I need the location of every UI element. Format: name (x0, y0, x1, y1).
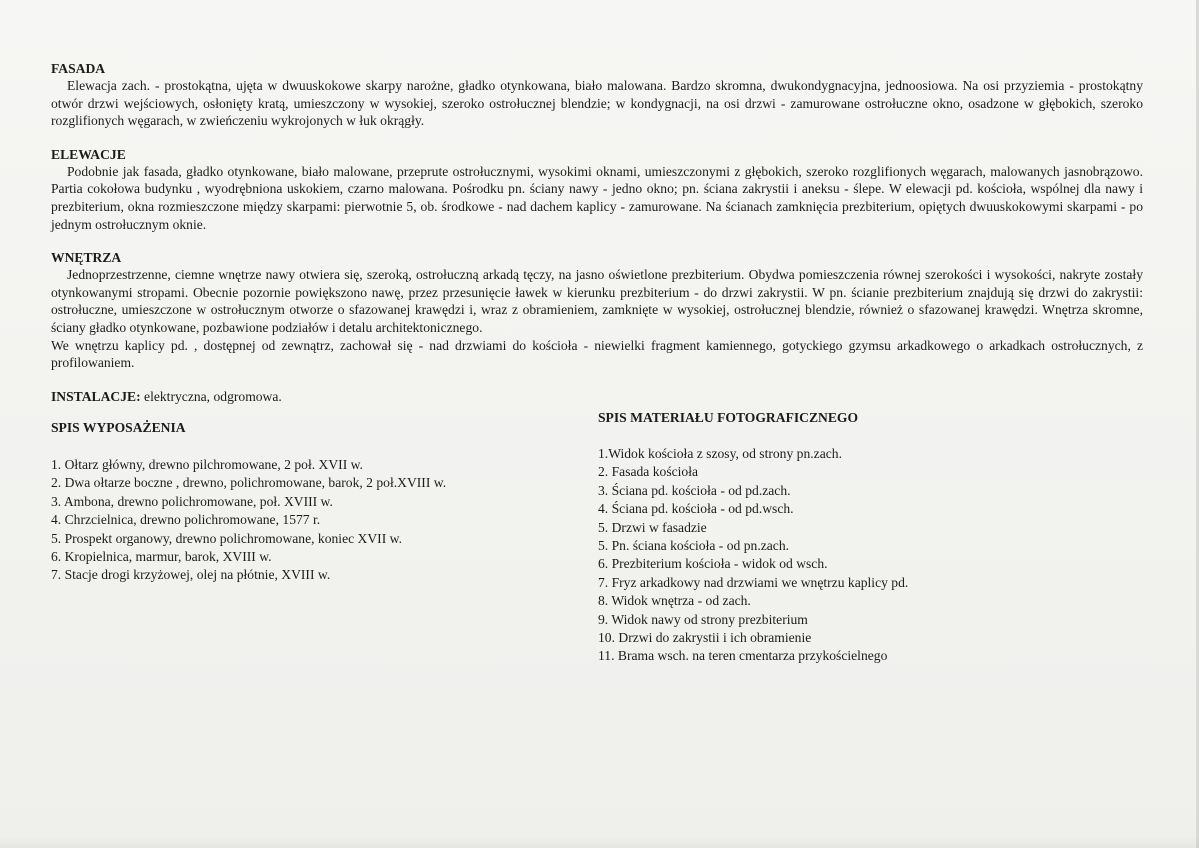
paragraph-wnetrza-2: We wnętrzu kaplicy pd. , dostępnej od zewnątrz, zachował się - nad drzwiami do kościoła - niewielki fragment kamiennego, gotyckiego gzymsu arkadkowego o arkadkach ostrołucznych, z profilowaniem. (51, 337, 1143, 371)
foto-list (598, 445, 1143, 666)
list-item: 5. Pn. ściana kościoła - od pn.zach. (598, 537, 790, 553)
wyposazenie-list (51, 456, 571, 585)
lists-columns (51, 410, 1143, 719)
paragraph-elewacje: Podobnie jak fasada, gładko otynkowane, biało malowane, przeprute ostrołucznymi, wysokimi oknami, umieszczonymi z głębokich, szeroko rozglifionych węgarach, malowanych jasnobrązowo. Partia cokołowa budynku , wyodrębniona uskokiem, czarno malowana. Pośrodku pn. ściany nawy - jedno okno; pn. ściana zakrystii i aneksu - ślepe. W elewacji pd. kościoła, wspólnej dla nawy i prezbiterium, okna rozmieszczone między skarpami: pierwotnie 5, ob. środkowe - nad dachem kaplicy - zamurowane. Na ścianach zamknięcia prezbiterium, opiętych dwuuskokowymi skarpami - po jednym ostrołucznym oknie. (51, 163, 1143, 232)
instalacje-label: INSTALACJE: (51, 388, 141, 404)
list-item: 3. Ambona, drewno polichromowane, poł. XVIII w. (51, 493, 333, 509)
section-title-elewacje: ELEWACJE (51, 146, 126, 162)
section-fasada (51, 60, 1143, 130)
list-item: 2. Dwa ołtarze boczne , drewno, polichromowane, barok, 2 poł.XVIII w. (51, 475, 447, 491)
list-item: 6. Prezbiterium kościoła - widok od wsch. (598, 556, 828, 572)
foto-title: SPIS MATERIAŁU FOTOGRAFICZNEGO (598, 410, 859, 426)
list-item: 4. Ściana pd. kościoła - od pd.wsch. (598, 501, 794, 517)
section-title-wnetrza: WNĘTRZA (51, 250, 122, 266)
list-item: 11. Brama wsch. na teren cmentarza przykościelnego (598, 648, 888, 664)
list-item: 3. Ściana pd. kościoła - od pd.zach. (598, 482, 791, 498)
instalacje-line (51, 388, 1143, 406)
list-item: 5. Drzwi w fasadzie (598, 519, 707, 535)
section-elewacje (51, 146, 1143, 233)
document-content (51, 60, 1143, 719)
wyposazenie-column (51, 419, 571, 584)
scan-shadow (0, 836, 1199, 848)
paragraph-fasada: Elewacja zach. - prostokątna, ujęta w dwuuskokowe skarpy narożne, gładko otynkowana, biało malowana. Bardzo skromna, dwukondygnacyjna, jednoosiowa. Na osi przyziemia - prostokątny otwór drzwi wejściowych, osłonięty kratą, umieszczony w wysokiej, szeroko ostrołucznej blendzie; w kondygnacji, na osi drzwi - zamurowane ostrołuczne okno, osadzone w głębokich, szeroko rozglifionych węgarach, w zwieńczeniu wykrojonych w łuk okrągły. (51, 78, 1143, 129)
list-item: 10. Drzwi do zakrystii i ich obramienie (598, 629, 812, 645)
instalacje-value: elektryczna, odgromowa. (140, 388, 282, 404)
list-item: 7. Fryz arkadkowy nad drzwiami we wnętrzu kaplicy pd. (598, 574, 909, 590)
list-item: 7. Stacje drogi krzyżowej, olej na płótnie, XVIII w. (51, 567, 331, 583)
section-wnetrza (51, 249, 1143, 372)
section-title-fasada: FASADA (51, 61, 106, 76)
wyposazenie-title: SPIS WYPOSAŻENIA (51, 420, 186, 436)
list-item: 2. Fasada kościoła (598, 464, 699, 480)
list-item: 1. Ołtarz główny, drewno pilchromowane, 2 poł. XVII w. (51, 456, 363, 472)
list-item: 4. Chrzcielnica, drewno polichromowane, 1577 r. (51, 512, 321, 528)
list-item: 1.Widok kościoła z szosy, od strony pn.zach. (598, 445, 842, 461)
list-item: 9. Widok nawy od strony prezbiterium (598, 611, 808, 627)
list-item: 5. Prospekt organowy, drewno polichromowane, koniec XVII w. (51, 530, 402, 546)
list-item: 6. Kropielnica, marmur, barok, XVIII w. (51, 548, 272, 564)
list-item: 8. Widok wnętrza - od zach. (598, 593, 751, 609)
foto-column (598, 409, 1143, 665)
paragraph-wnetrza-1: Jednoprzestrzenne, ciemne wnętrze nawy otwiera się, szeroką, ostrołuczną arkadą tęczy, na jasno oświetlone prezbiterium. Obydwa pomieszczenia równej szerokości i wysokości, nakryte zostały otynkowanymi stropami. Obecnie pozornie powiększono nawę, przez przesunięcie ławek w kierunku prezbiterium - do drzwi zakrystii. W pn. ścianie prezbiterium znajdują się drzwi do zakrystii: ostrołuczne, umieszczone w ostrołucznym otworze o sfazowanej krawędzi i, wraz z obramieniem, zamknięte w wysokiej, ostrołucznej blendzie, również o sfazowanej krawędzi. Wnętrza skromne, ściany gładko otynkowane, pozbawione podziałów i detalu architektonicznego. (51, 267, 1143, 335)
